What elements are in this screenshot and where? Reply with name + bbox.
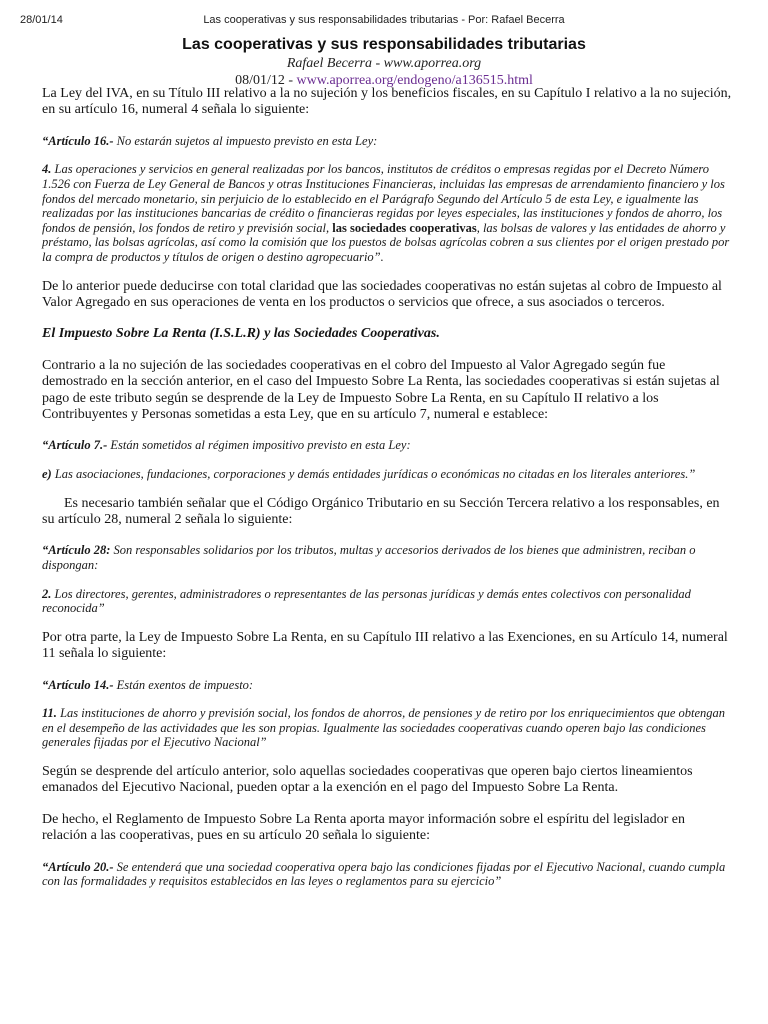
quote-text: Están sometidos al régimen impositivo previsto en esta Ley: <box>107 438 411 453</box>
quote-lead: “Artículo 14.- <box>42 677 114 692</box>
quote-lead: “Artículo 20.- <box>42 859 114 874</box>
quote-text: Las instituciones de ahorro y previsión social, los fondos de ahorros, de pensiones y de retiro por los enriquecimientos que obtengan en el desempeño de las actividades que les son propias. Igualmente las sociedades cooperativas cuando operen bajo las condiciones generales fijadas por el Ejecutivo Nacional” <box>42 706 726 750</box>
quote-article-28 <box>42 543 732 572</box>
section-heading: El Impuesto Sobre La Renta (I.S.L.R) y las Sociedades Cooperativas. <box>42 326 440 342</box>
quote-number: 2. <box>42 586 52 601</box>
quote-numeral-4 <box>42 162 732 264</box>
quote-text: Las operaciones y servicios en general realizadas por los bancos, institutos de créditos o empresas regidas por el Decreto Número 1.526 con Fuerza de Ley General de Bancos y otras Instituciones Financieras, incluidas las empresas de arrendamiento financiero y los fondos del mercado monetario, sin perjuicio de lo establecido en el Parágrafo Segundo del Artículo 5 de esta Ley, e igualmente las realizadas por las instituciones bancarias de crédito o financieras regidas por leyes especiales, las instituciones y fondos de ahorro, los fondos de pensión, los fondos de retiro y previsión social, <box>42 162 725 235</box>
quote-emphasis: las sociedades cooperativas <box>332 220 477 235</box>
quote-text: Son responsables solidarios por los tributos, multas y accesorios derivados de los bienes que administren, reciban o dispongan: <box>42 543 696 572</box>
paragraph: Según se desprende del artículo anterior, solo aquellas sociedades cooperativas que operen bajo ciertos lineamientos emanados del Ejecutivo Nacional, pueden optar a la exención en el pago del Impuesto Sobre La Renta. <box>42 763 693 796</box>
quote-lead: “Artículo 28: <box>42 543 111 558</box>
print-date: 28/01/14 <box>20 14 63 26</box>
quote-article-7 <box>42 438 732 453</box>
quote-article-16 <box>42 134 732 149</box>
quote-article-14 <box>42 678 732 693</box>
paragraph: De lo anterior puede deducirse con total claridad que las sociedades cooperativas no están sujetas al cobro de Impuesto al Valor Agregado en sus operaciones de venta en los productos o servicios que ofrece, a sus asociados o terceros. <box>42 278 722 310</box>
print-title: Las cooperativas y sus responsabilidades tributarias - Por: Rafael Becerra <box>203 14 565 26</box>
source-link[interactable]: www.aporrea.org/endogeno/a136515.html <box>296 73 533 88</box>
author-line: Rafael Becerra - www.aporrea.org <box>286 56 482 71</box>
quote-lead: “Artículo 7.- <box>42 438 108 453</box>
print-header <box>20 14 748 28</box>
paragraph: La Ley del IVA, en su Título III relativo a la no sujeción y los beneficios fiscales, en su Capítulo I relativo a la no sujeción, en su artículo 16, numeral 4 señala lo siguiente: <box>42 86 732 118</box>
document-title: Las cooperativas y sus responsabilidades tributarias <box>182 36 586 53</box>
quote-number: 4. <box>42 162 52 177</box>
quote-number: 11. <box>42 706 57 721</box>
paragraph: De hecho, el Reglamento de Impuesto Sobre La Renta aporta mayor información sobre el espíritu del legislador en relación a las cooperativas, pues en su artículo 20 señala lo siguiente: <box>42 811 686 844</box>
quote-text: No estarán sujetos al impuesto previsto en esta Ley: <box>113 133 378 148</box>
paragraph: Por otra parte, la Ley de Impuesto Sobre La Renta, en su Capítulo III relativo a las Exenciones, en su Artículo 14, numeral 11 señala lo siguiente: <box>42 629 728 662</box>
quote-article-20 <box>42 860 732 889</box>
quote-numeral-11 <box>42 706 732 750</box>
quote-text: , las bolsas de valores y las entidades de ahorro y préstamo, las bolsas agrícolas, así como la comisión que los puestos de bolsas agrícolas cobren a sus clientes por el origen prestado por la compra de productos y títulos de origen o destino agropecuario”. <box>42 220 730 264</box>
quote-text: Se entenderá que una sociedad cooperativa opera bajo las condiciones fijadas por el Ejecutivo Nacional, cuando cumpla con las formalidades y requisitos establecidos en las leyes o reglamentos para su ejercicio” <box>42 859 726 889</box>
quote-text: Están exentos de impuesto: <box>113 677 254 692</box>
quote-lead: “Artículo 16.- <box>42 133 114 148</box>
paragraph: Contrario a la no sujeción de las sociedades cooperativas en el cobro del Impuesto al Valor Agregado según fue demostrado en la sección anterior, en el caso del Impuesto Sobre La Renta, las sociedades cooperativas si están sujetas al pago de este tributo según se desprende de la Ley de Impuesto Sobre La Renta, en su Capítulo II relativo a los Contribuyentes y Personas sometidas a esta Ley, que en su artículo 7, numeral e establece: <box>42 357 720 422</box>
quote-literal-e <box>42 467 732 482</box>
quote-text: Los directores, gerentes, administradores o representantes de las personas jurídicas y demás entes colectivos con personalidad reconocida” <box>42 586 691 616</box>
quote-text: Las asociaciones, fundaciones, corporaciones y demás entidades jurídicas o económicas no citadas en los literales anteriores.” <box>51 467 696 481</box>
publish-date: 08/01/12 - <box>235 73 297 88</box>
quote-number: e) <box>42 467 52 481</box>
document-header <box>0 34 768 89</box>
quote-numeral-2 <box>42 587 732 616</box>
paragraph: Es necesario también señalar que el Código Orgánico Tributario en su Sección Tercera relativo a los responsables, en su artículo 28, numeral 2 señala lo siguiente: <box>42 495 720 527</box>
article-body <box>42 86 732 903</box>
